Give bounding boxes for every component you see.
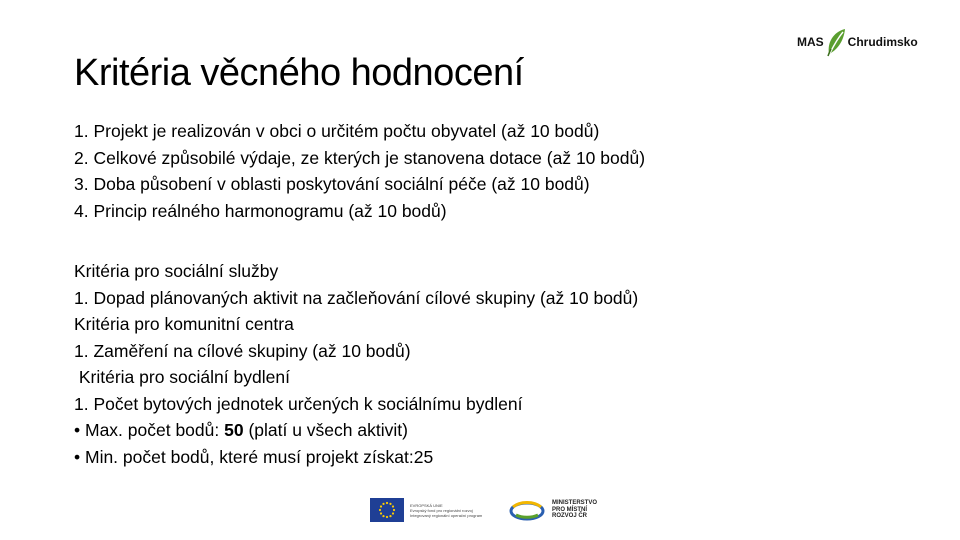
specific-criteria: [74, 258, 638, 470]
logo-mas-text: MAS: [797, 35, 824, 49]
social-housing-item: 1. Počet bytových jednotek určených k sociálnímu bydlení: [74, 393, 523, 414]
community-centers-heading: Kritéria pro komunitní centra: [74, 314, 294, 334]
mas-chrudimsko-logo: [797, 24, 918, 60]
criterion-item: 3. Doba působení v oblasti poskytování sociální péče (až 10 bodů): [74, 174, 590, 194]
eu-text-line: Evropský fond pro regionální rozvoj: [410, 507, 473, 513]
footer-logos: [370, 496, 597, 524]
eu-flag-icon: [370, 498, 404, 522]
social-services-item: 1. Dopad plánovaných aktivit na začleňování cílové skupiny (až 10 bodů): [74, 287, 639, 308]
leaf-icon: [825, 27, 847, 57]
criterion-item: 2. Celkové způsobilé výdaje, ze kterých je stanovena dotace (až 10 bodů): [74, 147, 646, 168]
ministry-text-line: PRO MÍSTNÍ: [552, 506, 588, 513]
social-services-heading: Kritéria pro sociální služby: [74, 261, 279, 281]
ministry-text-line: MINISTERSTVO: [552, 500, 598, 507]
max-points-suffix: (platí u všech aktivit): [243, 420, 408, 440]
criterion-item: 4. Princip reálného harmonogramu (až 10 bodů): [74, 200, 447, 221]
community-centers-item: 1. Zaměření na cílové skupiny (až 10 bodů): [74, 340, 411, 361]
eu-program-text: [410, 503, 488, 518]
max-points-prefix: • Max. počet bodů:: [74, 420, 225, 440]
max-points-value: 50: [224, 420, 244, 440]
min-points-line: • Min. počet bodů, které musí projekt získat:25: [74, 446, 434, 467]
criterion-item: 1. Projekt je realizován v obci o určitém počtu obyvatel (až 10 bodů): [74, 121, 600, 141]
page-title: Kritéria věcného hodnocení: [74, 52, 524, 94]
ministry-text-line: ROZVOJ ČR: [552, 513, 588, 520]
logo-chrudimsko-text: Chrudimsko: [847, 35, 918, 49]
ministry-text: [552, 500, 597, 520]
ministry-logo-icon: [508, 498, 546, 522]
eu-text-line: EVROPSKÁ UNIE: [410, 502, 443, 508]
max-points-line: [74, 417, 638, 444]
social-housing-heading: Kritéria pro sociální bydlení: [74, 367, 290, 387]
criteria-list: [74, 118, 645, 224]
eu-text-line: Integrovaný regionální operační program: [410, 512, 483, 518]
